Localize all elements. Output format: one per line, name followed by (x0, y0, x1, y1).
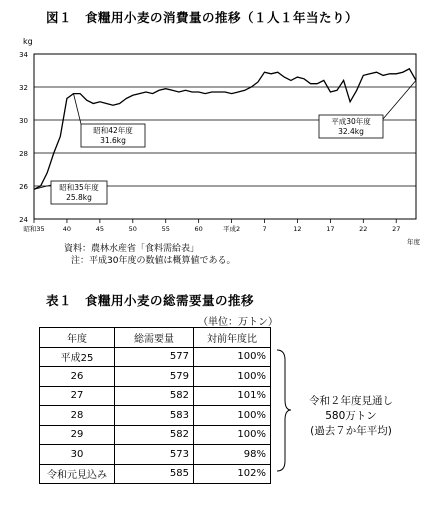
header-total-demand: 総需要量 (115, 328, 194, 348)
x-tick-label: 22 (359, 225, 368, 233)
table-title: 表１ 食糧用小麦の総需要量の推移 (46, 293, 255, 308)
x-tick-label: 40 (62, 225, 72, 233)
forecast-line-2: 580万トン (325, 410, 377, 422)
cell-demand: 582 (115, 386, 194, 406)
cell-year: 26 (40, 367, 115, 387)
annotation-leader (383, 80, 416, 119)
forecast-note (296, 394, 406, 439)
table-header-row (40, 328, 271, 348)
y-unit-label: kg (23, 37, 33, 46)
cell-ratio: 100% (194, 406, 271, 426)
x-tick-label: 12 (293, 225, 302, 233)
x-tick-label: 50 (128, 225, 137, 233)
y-tick-label: 26 (19, 183, 28, 191)
cell-ratio: 100% (194, 367, 271, 387)
x-tick-label: 昭和35 (23, 225, 45, 233)
annotation-value: 32.4kg (338, 127, 364, 136)
forecast-line-3: (過去７か年平均) (310, 425, 392, 437)
consumption-line-chart (0, 0, 431, 260)
cell-year: 平成25 (40, 347, 115, 367)
cell-ratio: 100% (194, 347, 271, 367)
table-row (40, 406, 271, 426)
cell-year: 30 (40, 445, 115, 465)
y-tick-label: 24 (19, 216, 28, 224)
annotation-value: 31.6kg (100, 136, 126, 145)
y-tick-label: 34 (19, 51, 28, 59)
cell-ratio: 102% (194, 464, 271, 484)
cell-year: 27 (40, 386, 115, 406)
x-tick-label: 17 (326, 225, 335, 233)
annotation-label: 昭和35年度 (59, 183, 99, 192)
cell-demand: 579 (115, 367, 194, 387)
source-line: 資料：農林水産省「食料需給表」 (64, 244, 200, 254)
forecast-brace (277, 350, 291, 471)
cell-demand: 573 (115, 445, 194, 465)
x-unit-label: 年度 (407, 238, 420, 246)
cell-ratio: 100% (194, 425, 271, 445)
header-yoy-ratio: 対前年度比 (194, 328, 271, 348)
table-row (40, 367, 271, 387)
table-row (40, 445, 271, 465)
cell-demand: 585 (115, 464, 194, 484)
cell-year: 29 (40, 425, 115, 445)
y-tick-label: 28 (19, 150, 28, 158)
x-tick-label: 7 (262, 225, 267, 233)
note-line: 注：平成30年度の数値は概算値である。 (71, 256, 236, 266)
cell-ratio: 98% (194, 445, 271, 465)
cell-demand: 583 (115, 406, 194, 426)
figure-title: 図１ 食糧用小麦の消費量の推移（１人１年当たり） (46, 10, 359, 25)
annotation-label: 昭和42年度 (93, 126, 133, 135)
x-tick-label: 平成2 (223, 225, 241, 233)
annotation-leader (74, 94, 81, 124)
annotation-label: 平成30年度 (331, 117, 371, 126)
table-row (40, 386, 271, 406)
header-year: 年度 (40, 328, 115, 348)
table-row (40, 464, 271, 484)
y-tick-label: 30 (19, 117, 28, 125)
cell-ratio: 101% (194, 386, 271, 406)
cell-demand: 577 (115, 347, 194, 367)
y-tick-label: 32 (19, 84, 28, 92)
x-tick-label: 55 (161, 225, 170, 233)
table-unit-note: （単位：万トン） (198, 317, 278, 328)
forecast-line-1: 令和２年度見通し (309, 395, 393, 407)
table-row (40, 347, 271, 367)
x-tick-label: 60 (194, 225, 203, 233)
x-tick-label: 45 (95, 225, 105, 233)
table-row (40, 425, 271, 445)
demand-table (39, 327, 271, 484)
cell-year: 28 (40, 406, 115, 426)
annotation-value: 25.8kg (66, 193, 92, 202)
x-tick-label: 27 (392, 225, 401, 233)
cell-demand: 582 (115, 425, 194, 445)
cell-year: 令和元見込み (40, 464, 115, 484)
